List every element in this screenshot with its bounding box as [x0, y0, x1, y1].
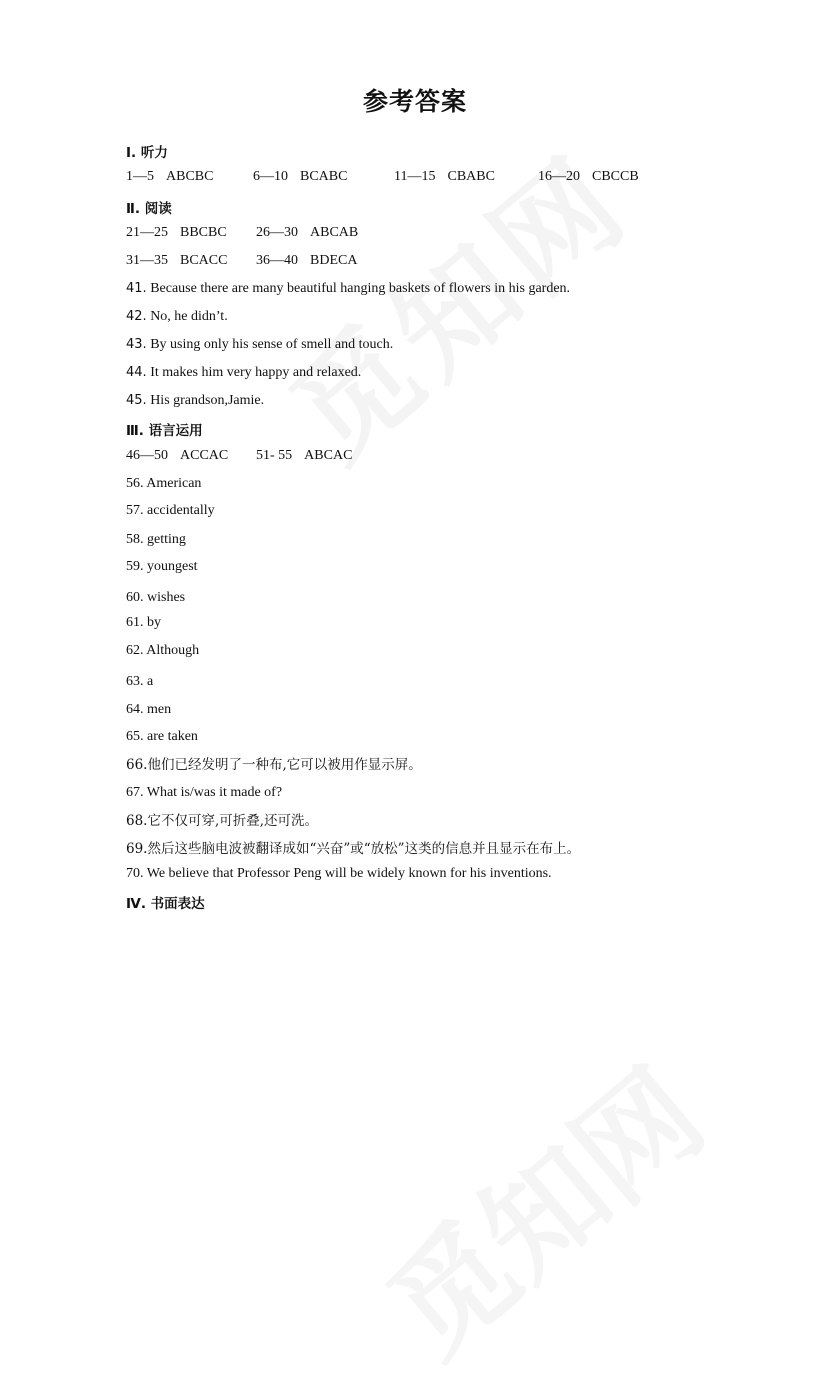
answer-group: 51- 55 ABCAC — [256, 448, 353, 463]
language-answers-row — [126, 448, 352, 464]
reading-answer-41: 41. Because there are many beautiful hanging baskets of flowers in his garden. — [126, 281, 571, 296]
language-answer-69: 69.然后这些脑电波被翻译成如“兴奋”或“放松”这类的信息并且显示在布上。 — [126, 841, 581, 857]
language-answer-63: 63. a — [126, 674, 154, 689]
language-answer-57: 57. accidentally — [126, 503, 215, 518]
answer-group: 46—50 ACCAC — [126, 448, 229, 463]
page-title: 参考答案 — [362, 87, 467, 116]
reading-answer-43: 43. By using only his sense of smell and touch. — [126, 337, 394, 352]
reading-answer-42: 42. No, he didn’t. — [126, 309, 228, 324]
language-answer-67: 67. What is/was it made of? — [126, 785, 283, 800]
reading-answer-44: 44. It makes him very happy and relaxed. — [126, 365, 362, 380]
reading-answer-45: 45. His grandson,Jamie. — [126, 393, 265, 408]
language-answer-66: 66.他们已经发明了一种布,它可以被用作显示屏。 — [126, 757, 422, 773]
reading-answers-row-1 — [126, 225, 358, 241]
answer-group: 31—35 BCACC — [126, 253, 228, 268]
answer-group: 11—15 CBABC — [394, 169, 495, 184]
language-answer-65: 65. are taken — [126, 729, 198, 744]
answer-group: 36—40 BDECA — [256, 253, 358, 268]
section-writing-heading: Ⅳ. 书面表达 — [126, 896, 205, 912]
answer-group: 1—5 ABCBC — [126, 169, 214, 184]
reading-answers-row-2 — [126, 253, 357, 269]
language-answer-68: 68.它不仅可穿,可折叠,还可洗。 — [126, 813, 319, 829]
language-answer-61: 61. by — [126, 615, 161, 630]
section-listening-heading: Ⅰ. 听力 — [126, 145, 168, 161]
section-reading-heading: Ⅱ. 阅读 — [126, 201, 172, 217]
language-answer-58: 58. getting — [126, 532, 186, 547]
language-answer-60: 60. wishes — [126, 590, 186, 605]
language-answer-64: 64. men — [126, 702, 172, 717]
language-answer-59: 59. youngest — [126, 559, 198, 574]
language-answer-56: 56. American — [126, 476, 202, 491]
language-answer-62: 62. Although — [126, 643, 200, 658]
listening-answers-row — [126, 169, 639, 185]
answer-group: 26—30 ABCAB — [256, 225, 359, 240]
answer-group: 6—10 BCABC — [253, 169, 348, 184]
section-language-heading: Ⅲ. 语言运用 — [126, 423, 203, 439]
watermark-bottom — [347, 1024, 733, 1387]
answer-group: 16—20 CBCCB — [538, 169, 639, 184]
language-answer-70: 70. We believe that Professor Peng will be widely known for his inventions. — [126, 866, 552, 881]
answer-group: 21—25 BBCBC — [126, 225, 227, 240]
